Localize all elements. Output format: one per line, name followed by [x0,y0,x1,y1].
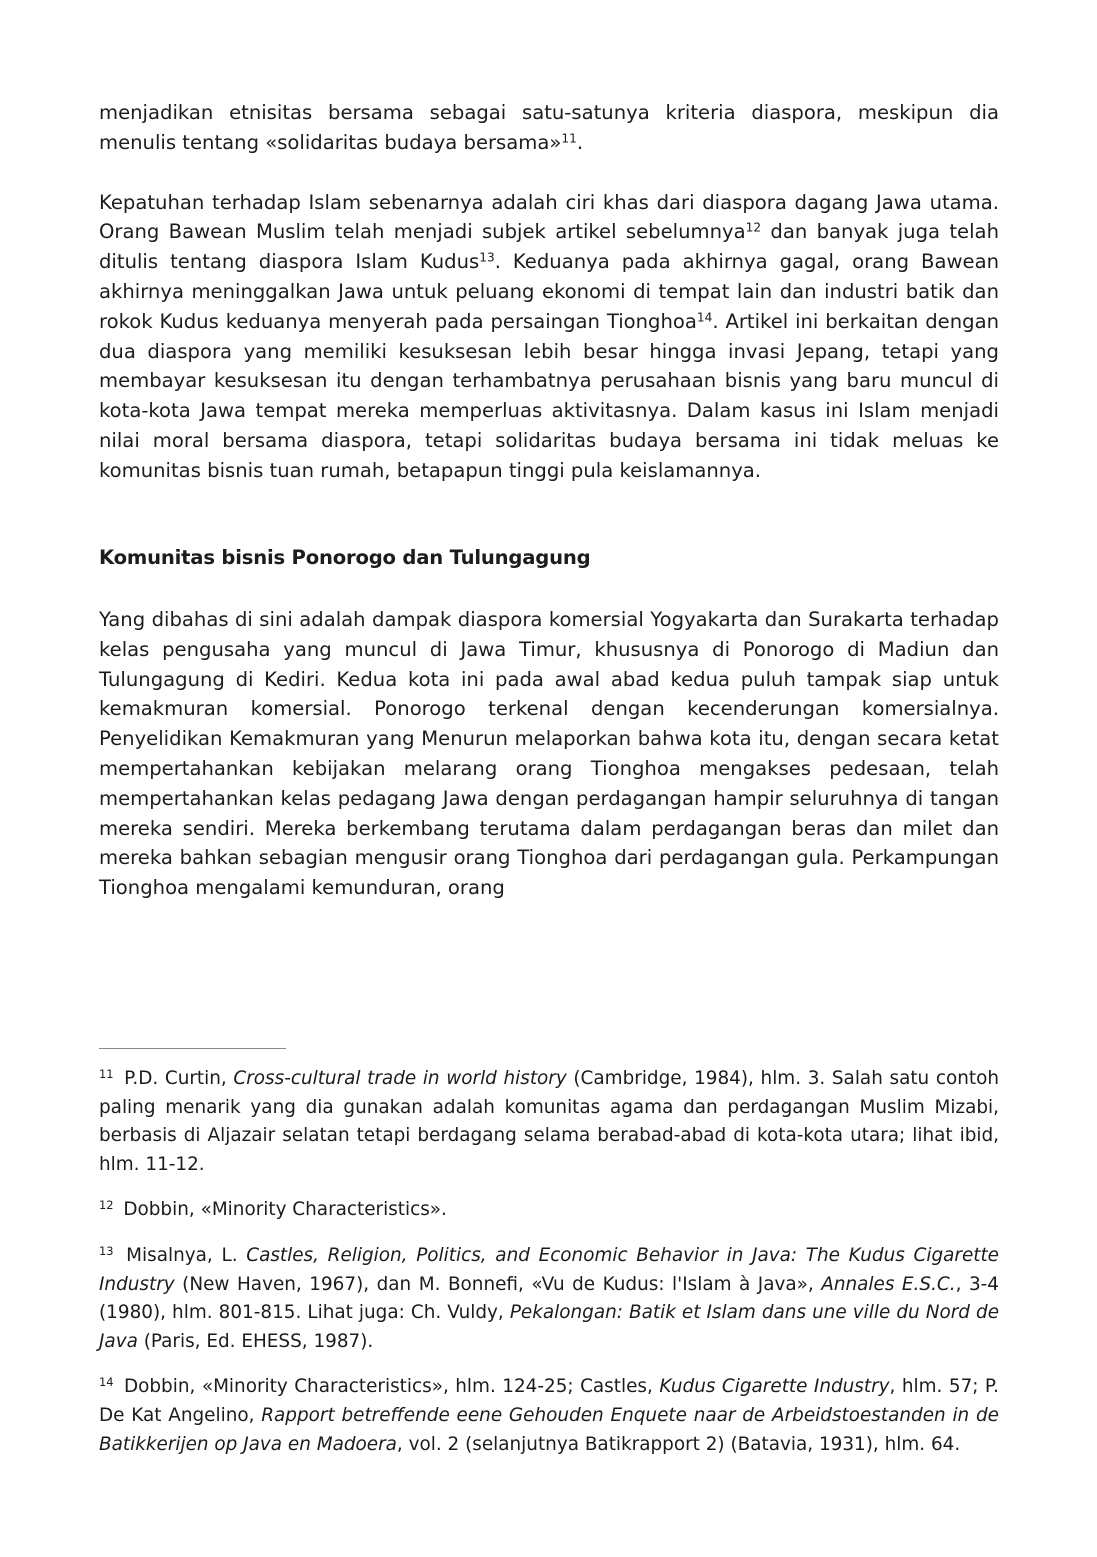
footnote-number: 14 [99,1375,114,1390]
footnote-13 [99,1242,999,1356]
body-paragraph-1 [99,98,999,158]
footnote-ref-14[interactable]: 14 [696,310,713,325]
footnote-text: Dobbin, «Minority Characteristics». [117,1199,447,1221]
section-heading: Komunitas bisnis Ponorogo dan Tulungagung [99,546,591,569]
document-page [99,98,1000,900]
paragraph-text: . Keduanya pada akhirnya gagal, orang Bawean akhirnya meninggalkan Jawa untuk peluang ekonomi di tempat lain dan industri batik dan rokok Kudus keduanya menyerah pada persaingan Tionghoa [99,250,1000,333]
body-paragraph-2 [99,188,999,486]
footnote-12 [99,1196,999,1225]
footnote-text: , vol. 2 (selanjutnya Batikrapport 2) (Batavia, 1931), hlm. 64. [396,1433,961,1455]
footnote-ref-12[interactable]: 12 [745,220,762,235]
footnote-title: Rapport betreffende eene Gehouden Enquete naar de Arbeidstoestanden in de Batikkerijen op Java en Madoera [99,1404,999,1455]
paragraph-text: menjadikan etnisitas bersama sebagai satu-satunya kriteria diaspora, meskipun dia menulis tentang «solidaritas budaya bersama» [99,101,999,154]
footnote-11 [99,1065,999,1179]
footnote-number: 11 [99,1066,114,1081]
footnote-text: , 3-4 (1980), hlm. 801-815. Lihat juga: Ch. Vuldy, [99,1273,1000,1324]
footnote-title: Pekalongan: Batik et Islam dans une ville du Nord de Java [99,1302,1000,1352]
footnote-text: (Cambridge, 1984), hlm. 3. Salah satu contoh paling menarik yang dia gunakan adalah komunitas agama dan perdagangan Muslim Mizabi, berbasis di Aljazair selatan tetapi berdagang selama berabad-abad di kota-kota utara; lihat ibid, hlm. 11-12. [99,1068,999,1175]
footnote-ref-13[interactable]: 13 [479,250,495,265]
footnote-title: Kudus Cigarette Industry [659,1376,890,1398]
footnote-text: (New Haven, 1967), dan M. Bonnefi, «Vu de Kudus: l'Islam à Java», [174,1273,822,1295]
footnote-number: 13 [99,1243,114,1258]
footnote-title: Annales E.S.C. [821,1273,956,1295]
footnote-title: Castles, Religion, Politics, and Economic Behavior in Java: The Kudus Cigarette Industry [99,1244,999,1295]
paragraph-text: dan banyak juga telah ditulis tentang diaspora Islam Kudus [99,220,999,274]
footnote-separator [99,1048,286,1049]
paragraph-text: . [576,130,584,154]
footnote-text: Dobbin, «Minority Characteristics», hlm. 124-25; Castles, [117,1376,660,1398]
footnote-ref-11[interactable]: 11 [561,131,577,146]
body-paragraph-3: Yang dibahas di sini adalah dampak diaspora komersial Yogyakarta dan Surakarta terhadap kelas pengusaha yang muncul di Jawa Timur, khususnya di Ponorogo di Madiun dan Tulungagung di Kediri. Kedua kota ini pada awal abad kedua puluh tampak siap untuk kemakmuran komersial. Ponorogo terkenal dengan kecenderungan komersialnya. Penyelidikan Kemakmuran yang Menurun melaporkan bahwa kota itu, dengan secara ketat mempertahankan kebijakan melarang orang Tionghoa mengakses pedesaan, telah mempertahankan kelas pedagang Jawa dengan perdagangan hampir seluruhnya di tangan mereka sendiri. Mereka berkembang terutama dalam perdagangan beras dan milet dan mereka bahkan sebagian mengusir orang Tionghoa dari perdagangan gula. Perkampungan Tionghoa mengalami kemunduran, orang [99,608,999,900]
footnote-text: (Paris, Ed. EHESS, 1987). [137,1330,374,1352]
paragraph-text: . Artikel ini berkaitan dengan dua diaspora yang memiliki kesuksesan lebih besar hingga invasi Jepang, tetapi yang membayar kesuksesan itu dengan terhambatnya perusahaan bisnis yang baru muncul di kota-kota Jawa tempat mereka memperluas aktivitasnya. Dalam kasus ini Islam menjadi nilai moral bersama diaspora, tetapi solidaritas budaya bersama ini tidak meluas ke komunitas bisnis tuan rumah, betapapun tinggi pula keislamannya. [99,309,999,482]
footnotes-section [99,1065,999,1476]
footnote-text: Misalnya, L. [117,1244,247,1266]
paragraph-text: Kepatuhan terhadap Islam sebenarnya adalah ciri khas dari diaspora dagang Jawa utama. Orang Bawean Muslim telah menjadi subjek artikel sebelumnya [99,190,999,244]
footnote-title: Cross-cultural trade in world history [233,1068,567,1089]
footnote-text: , hlm. 57; P. De Kat Angelino, [99,1376,1000,1426]
footnote-text: P.D. Curtin, [117,1068,234,1089]
footnote-14 [99,1373,999,1459]
footnote-number: 12 [99,1198,114,1213]
